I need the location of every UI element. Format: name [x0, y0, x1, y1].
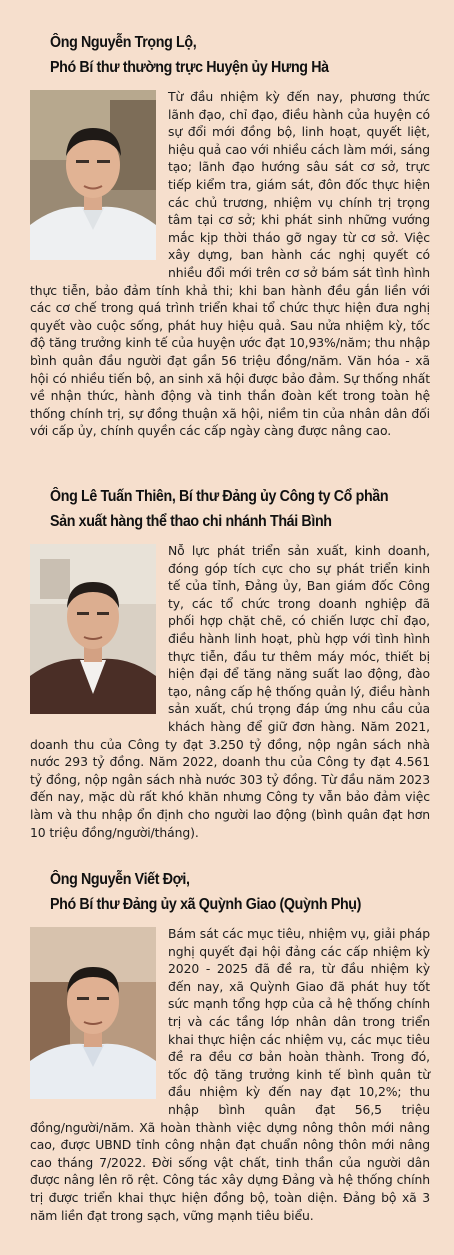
- profile-body: [30, 925, 430, 1224]
- profile-name: Ông Nguyễn Trọng Lộ,: [50, 34, 197, 51]
- profile-name: Ông Lê Tuấn Thiên, Bí thư Đảng ủy Công ty Cổ phần: [50, 488, 389, 505]
- profile-body: [30, 542, 430, 841]
- portrait-photo: [30, 90, 156, 260]
- profile-title: Phó Bí thư Đảng ủy xã Quỳnh Giao (Quỳnh Phụ): [50, 896, 362, 913]
- profile-title: Sản xuất hàng thể thao chi nhánh Thái Bình: [50, 513, 332, 530]
- portrait-photo: [30, 927, 156, 1099]
- portrait-photo: [30, 544, 156, 714]
- profile-body: [30, 88, 430, 440]
- profile-text: Từ đầu nhiệm kỳ đến nay, phương thức lãnh đạo, chỉ đạo, điều hành của huyện có sự đổi mới đồng bộ, linh hoạt, quyết liệt, hiệu quả cao với nhiều cách làm mới, sáng tạo; lãnh đạo hướng sâu sát cơ sở, trực tiếp kiểm tra, giám sát, đôn đốc thực hiện các chủ trương, nhiệm vụ chính trị trọng tâm tại cơ sở; khi phát sinh những vướng mắc kịp thời tháo gỡ ngay từ cơ sở. Việc xây dựng, ban hành các nghị quyết có nhiều đổi mới trên cơ sở bám sát tình hình thực tiễn, bảo đảm tính khả thi; khi ban hành đều gắn liền với các cơ chế trong quá trình triển khai tổ chức thực hiện đưa nghị quyết vào cuộc sống, phát huy hiệu quả. Sau nửa nhiệm kỳ, tốc độ tăng trưởng kinh tế của huyện ước đạt 10,93%/năm; thu nhập bình quân đầu người đạt gần 56 triệu đồng/năm. Văn hóa - xã hội có nhiều tiến bộ, an sinh xã hội được bảo đảm. Sự thống nhất về nhận thức, hành động và tinh thần đoàn kết trong toàn hệ thống chính trị, sự đồng thuận xã hội, niềm tin của nhân dân đối với cấp ủy, chính quyền các cấp ngày càng được nâng cao.: [30, 89, 430, 439]
- profile-section-3: [30, 867, 430, 1224]
- profile-text: Bám sát các mục tiêu, nhiệm vụ, giải pháp nghị quyết đại hội đảng các cấp nhiệm kỳ 2020 - 2025 đã đề ra, từ đầu nhiệm kỳ đến nay, xã Quỳnh Giao đã phát huy tốt sức mạnh tổng hợp của cả hệ thống chính trị và các tầng lớp nhân dân trong triển khai thực hiện các nhiệm vụ, các mục tiêu đề ra đều cơ bản hoàn thành. Trong đó, tốc độ tăng trưởng kinh tế bình quân từ đầu nhiệm kỳ đến nay đạt 10,2%; thu nhập bình quân đạt 56,5 triệu đồng/người/năm. Xã hoàn thành việc dựng nông thôn mới nâng cao, được UBND tỉnh công nhận đạt chuẩn nông thôn mới nâng cao tháng 7/2022. Đời sống vật chất, tinh thần của người dân được nâng lên rõ rệt. Công tác xây dựng Đảng và hệ thống chính trị được triển khai thực hiện đồng bộ, toàn diện. Đảng bộ xã 3 năm liền đạt trong sạch, vững mạnh tiêu biểu.: [30, 926, 430, 1223]
- profile-section-1: [30, 30, 430, 440]
- profile-name: Ông Nguyễn Viết Đợi,: [50, 871, 190, 888]
- profile-text: Nỗ lực phát triển sản xuất, kinh doanh, đóng góp tích cực cho sự phát triển kinh tế của tỉnh, Đảng ủy, Ban giám đốc Công ty, các tổ chức trong doanh nghiệp đã phối hợp chặt chẽ, có chiến lược chỉ đạo, điều hành linh hoạt, phù hợp với tình hình thực tiễn, đầu tư thêm máy móc, thiết bị hiện đại để tăng năng suất lao động, đào tạo, nâng cấp hệ thống quản lý, điều hành sản xuất, chú trọng đáp ứng nhu cầu của khách hàng để giữ đơn hàng. Năm 2021, doanh thu của Công ty đạt 3.250 tỷ đồng, nộp ngân sách nhà nước 293 tỷ đồng. Năm 2022, doanh thu của Công ty đạt 4.561 tỷ đồng, nộp ngân sách nhà nước 303 tỷ đồng. Từ đầu năm 2023 đến nay, mặc dù rất khó khăn nhưng Công ty vẫn bảo đảm việc làm và thu nhập ổn định cho người lao động (bình quân đạt hơn 10 triệu đồng/người/tháng).: [30, 543, 430, 840]
- profile-title: Phó Bí thư thường trực Huyện ủy Hưng Hà: [50, 59, 329, 76]
- profile-section-2: [30, 484, 430, 841]
